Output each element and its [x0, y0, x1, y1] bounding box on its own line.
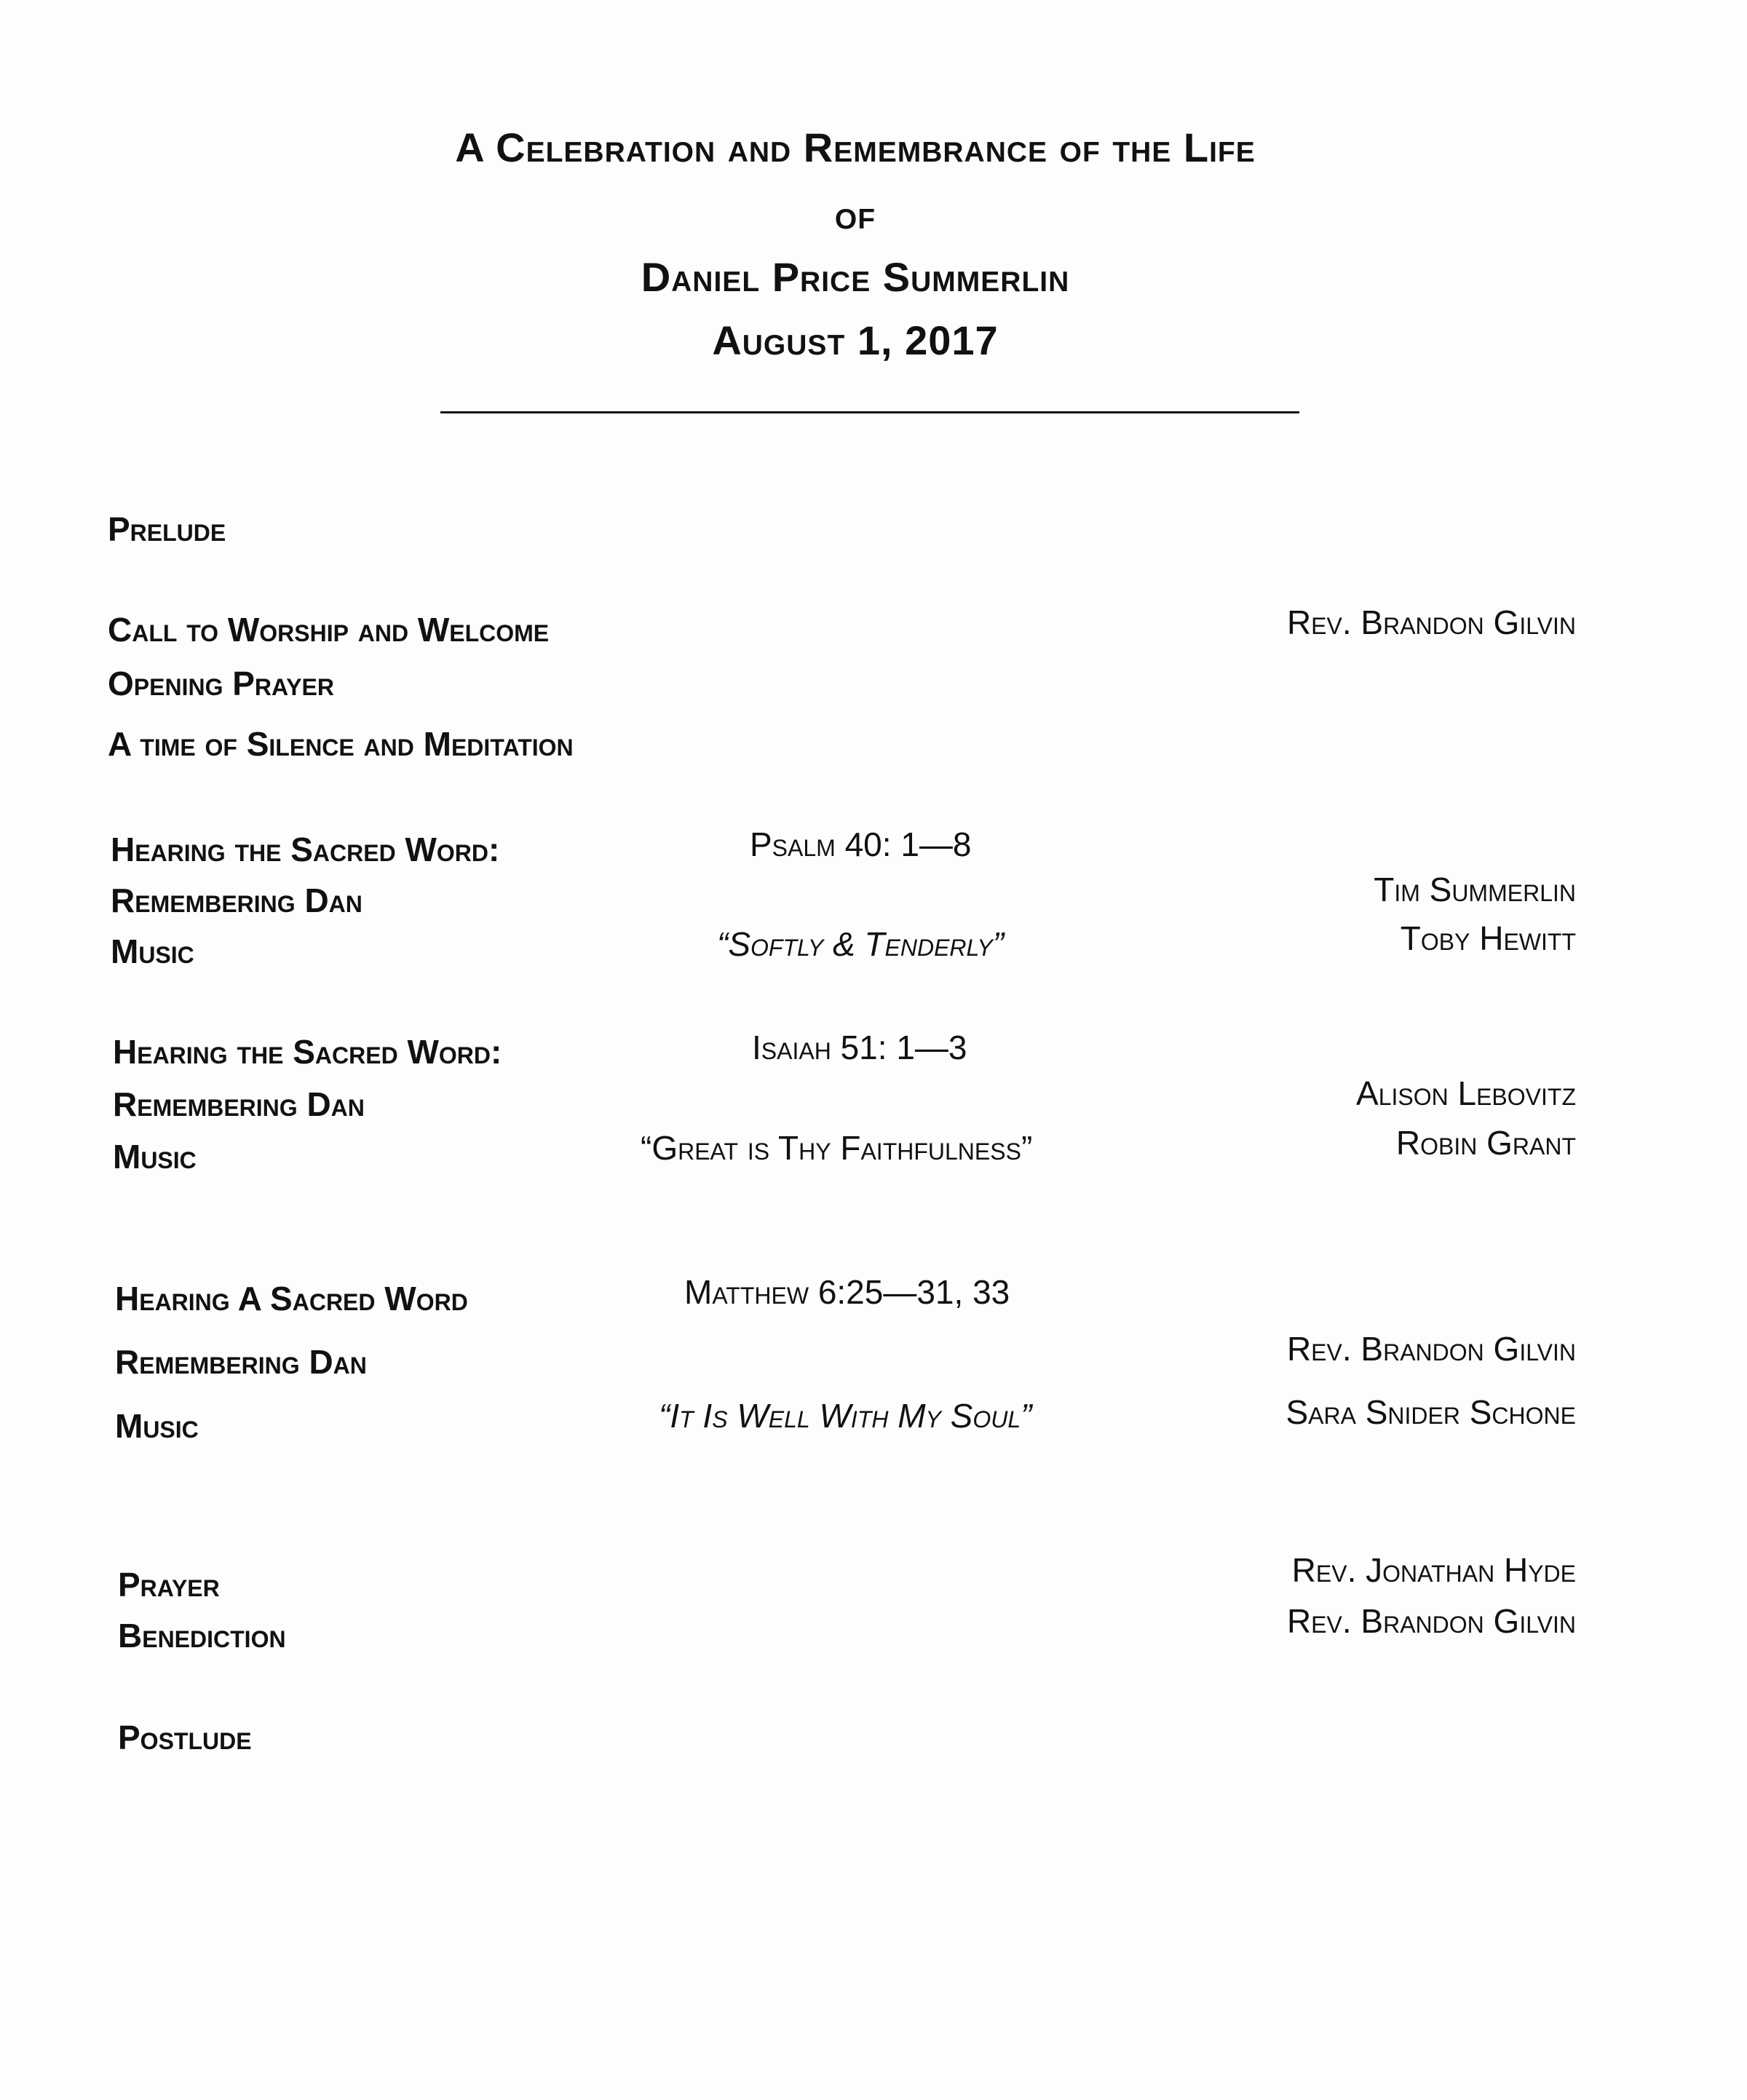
remembering-speaker-2: Alison Lebovitz	[1356, 1074, 1576, 1112]
postlude-label: Postlude	[118, 1719, 252, 1756]
music-label-2: Music	[113, 1138, 197, 1176]
music-performer-3: Sara Snider Schone	[1286, 1393, 1576, 1431]
reading-2: Isaiah 51: 1—3	[752, 1029, 967, 1066]
remembering-speaker-1: Tim Summerlin	[1374, 871, 1576, 908]
title-line-3: Daniel Price Summerlin	[641, 254, 1070, 300]
remembering-label-1: Remembering Dan	[111, 881, 363, 919]
prayer-leader: Rev. Jonathan Hyde	[1291, 1551, 1576, 1589]
opening-prayer-label: Opening Prayer	[108, 665, 335, 702]
title-divider	[440, 411, 1299, 413]
reading-1: Psalm 40: 1—8	[750, 825, 972, 863]
song-2: “Great is Thy Faithfulness”	[641, 1129, 1033, 1167]
hearing-label-3: Hearing A Sacred Word	[115, 1280, 468, 1318]
hearing-label-1: Hearing the Sacred Word:	[111, 831, 500, 868]
silence-label: A time of Silence and Meditation	[108, 725, 574, 763]
call-to-worship-label: Call to Worship and Welcome	[108, 611, 550, 649]
song-1: “Softly & Tenderly”	[717, 925, 1005, 963]
music-performer-2: Robin Grant	[1395, 1124, 1576, 1162]
prayer-label: Prayer	[118, 1566, 220, 1604]
title-line-2: of	[834, 191, 876, 237]
title-line-1: A Celebration and Remembrance of the Life	[455, 124, 1256, 170]
remembering-speaker-3: Rev. Brandon Gilvin	[1286, 1330, 1576, 1368]
benediction-leader: Rev. Brandon Gilvin	[1286, 1602, 1576, 1640]
remembering-label-3: Remembering Dan	[115, 1343, 367, 1381]
prelude-label: Prelude	[108, 510, 226, 548]
music-performer-1: Toby Hewitt	[1400, 919, 1576, 957]
hearing-label-2: Hearing the Sacred Word:	[113, 1033, 502, 1071]
remembering-label-2: Remembering Dan	[113, 1085, 365, 1123]
benediction-label: Benediction	[118, 1617, 286, 1655]
reading-3: Matthew 6:25—31, 33	[684, 1273, 1010, 1311]
title-line-4: August 1, 2017	[712, 317, 999, 363]
song-3: “It Is Well With My Soul”	[659, 1397, 1032, 1435]
call-to-worship-leader: Rev. Brandon Gilvin	[1286, 603, 1576, 641]
music-label-3: Music	[115, 1407, 199, 1445]
music-label-1: Music	[111, 932, 194, 970]
